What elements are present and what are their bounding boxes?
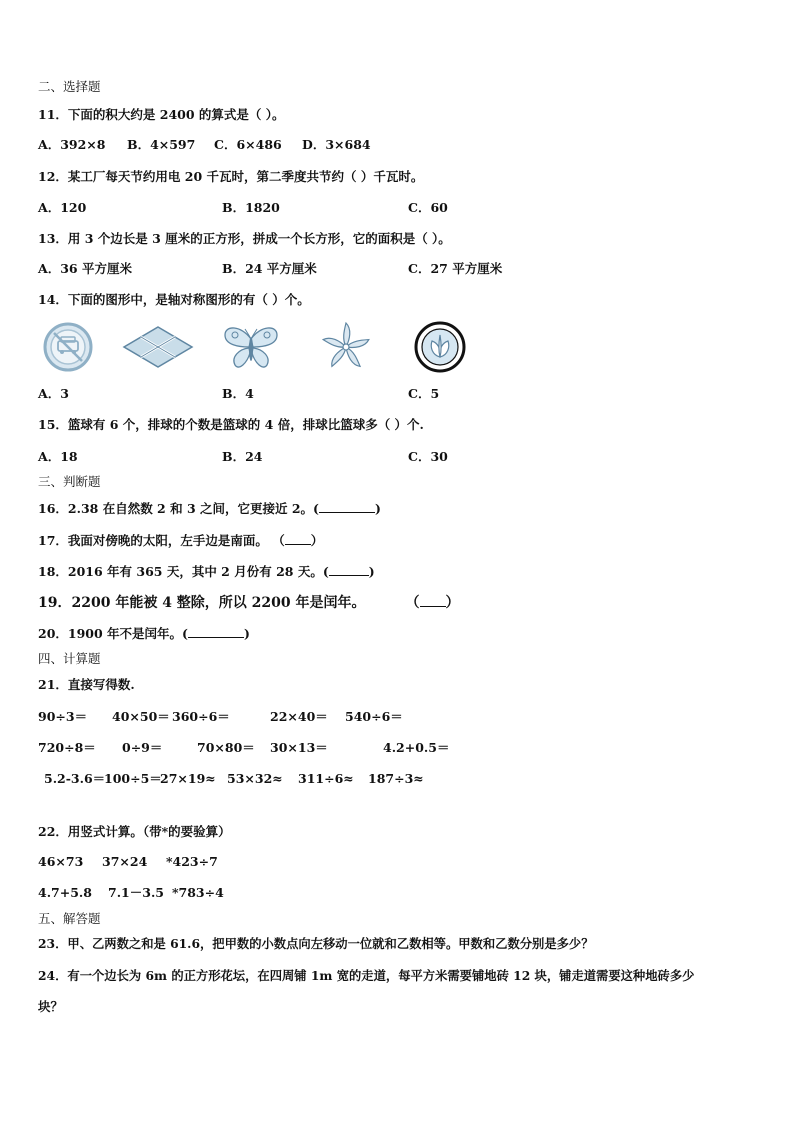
calc-item: 360÷6＝ <box>172 709 230 724</box>
question-22-stem: 22．用竖式计算。（带*的要验算） <box>38 824 231 839</box>
question-11-stem: 11．下面的积大约是 2400 的算式是（ ）。 <box>38 107 285 122</box>
pinwheel-flower-icon <box>316 321 376 373</box>
calc-item: 27×19≈ <box>160 771 216 786</box>
calc-item: 30×13＝ <box>270 740 328 755</box>
calc-item: 540÷6＝ <box>345 709 403 724</box>
question-19 <box>38 594 460 611</box>
calc-item: *783÷4 <box>172 885 224 900</box>
answer-blank[interactable] <box>285 532 311 545</box>
q11-option-c: C．6×486 <box>214 137 282 152</box>
question-12-stem: 12．某工厂每天节约用电 20 千瓦时，第二季度共节约（ ）千瓦时。 <box>38 169 424 184</box>
calc-item: 7.1－3.5 <box>108 885 164 900</box>
answer-blank[interactable] <box>319 500 375 513</box>
q13-option-b: B．24 平方厘米 <box>222 261 317 276</box>
question-13-stem: 13．用 3 个边长是 3 厘米的正方形，拼成一个长方形，它的面积是（ ）。 <box>38 231 451 246</box>
question-19-text: 19．2200 年能被 4 整除，所以 2200 年是闰年。 <box>38 595 366 611</box>
answer-blank[interactable] <box>329 563 369 576</box>
question-16-close: ) <box>374 501 381 516</box>
question-24-line2: 块？ <box>38 999 64 1014</box>
calc-item: *423÷7 <box>166 854 218 869</box>
question-19-close: ） <box>445 595 460 611</box>
calc-item: 5.2-3.6＝ <box>44 771 106 786</box>
question-17 <box>38 532 323 549</box>
question-21-stem: 21．直接写得数. <box>38 677 135 692</box>
q14-option-b: B．4 <box>222 386 254 401</box>
section-heading-word-problems: 五、解答题 <box>38 911 101 926</box>
section-heading-choice: 二、选择题 <box>38 79 101 94</box>
calc-item: 100÷5＝ <box>104 771 162 786</box>
q12-option-c: C．60 <box>408 200 448 215</box>
q15-option-c: C．30 <box>408 449 448 464</box>
question-24-line1: 24．有一个边长为 6m 的正方形花坛，在四周铺 1m 宽的走道，每平方米需要铺地砖 12 块，铺走道需要这种地砖多少 <box>38 968 695 983</box>
calc-item: 0÷9＝ <box>122 740 163 755</box>
no-parking-sign-icon <box>38 321 98 373</box>
butterfly-icon <box>221 321 281 373</box>
calc-item: 53×32≈ <box>227 771 283 786</box>
question-17-text: 17．我面对傍晚的太阳，左手边是南面。 （ <box>38 533 285 548</box>
calc-item: 37×24 <box>102 854 148 869</box>
calc-item: 187÷3≈ <box>368 771 424 786</box>
question-17-close: ） <box>310 533 324 548</box>
question-23: 23．甲、乙两数之和是 61.6，把甲数的小数点向左移动一位就和乙数相等。甲数和乙数分别是多少？ <box>38 936 594 951</box>
section-heading-calculation: 四、计算题 <box>38 651 101 666</box>
q11-option-a: A．392×8 <box>38 137 106 152</box>
q15-option-b: B．24 <box>222 449 263 464</box>
calc-item: 4.7+5.8 <box>38 885 92 900</box>
q12-option-a: A．120 <box>38 200 87 215</box>
q14-option-c: C．5 <box>408 386 440 401</box>
answer-blank[interactable] <box>420 594 446 607</box>
calc-item: 46×73 <box>38 854 84 869</box>
question-20 <box>38 625 250 642</box>
q11-option-b: B．4×597 <box>127 137 196 152</box>
question-16-text: 16．2.38 在自然数 2 和 3 之间，它更接近 2。( <box>38 501 319 516</box>
calc-item: 720÷8＝ <box>38 740 96 755</box>
question-19-open: （ <box>405 595 420 611</box>
question-15-stem: 15．篮球有 6 个，排球的个数是篮球的 4 倍，排球比篮球多（ ）个. <box>38 417 424 432</box>
calc-item: 90÷3＝ <box>38 709 88 724</box>
calc-item: 70×80＝ <box>197 740 255 755</box>
question-18-text: 18．2016 年有 365 天，其中 2 月份有 28 天。( <box>38 564 329 579</box>
calc-item: 40×50＝ <box>112 709 170 724</box>
question-14-stem: 14．下面的图形中，是轴对称图形的有（ ）个。 <box>38 292 310 307</box>
q13-option-c: C．27 平方厘米 <box>408 261 503 276</box>
calc-item: 311÷6≈ <box>298 771 354 786</box>
question-18 <box>38 563 375 580</box>
leaf-circle-logo-icon <box>410 321 470 373</box>
q12-option-b: B．1820 <box>222 200 280 215</box>
question-16 <box>38 500 381 517</box>
question-20-text: 20．1900 年不是闰年。( <box>38 626 188 641</box>
q14-option-a: A．3 <box>38 386 69 401</box>
question-20-close: ) <box>243 626 250 641</box>
calc-item: 22×40＝ <box>270 709 328 724</box>
q11-option-d: D．3×684 <box>302 137 371 152</box>
q15-option-a: A．18 <box>38 449 78 464</box>
section-heading-judgement: 三、判断题 <box>38 474 101 489</box>
q13-option-a: A．36 平方厘米 <box>38 261 132 276</box>
calc-item: 4.2+0.5＝ <box>383 740 450 755</box>
answer-blank[interactable] <box>188 625 244 638</box>
rhombus-tiles-icon <box>122 321 194 373</box>
question-18-close: ) <box>368 564 375 579</box>
